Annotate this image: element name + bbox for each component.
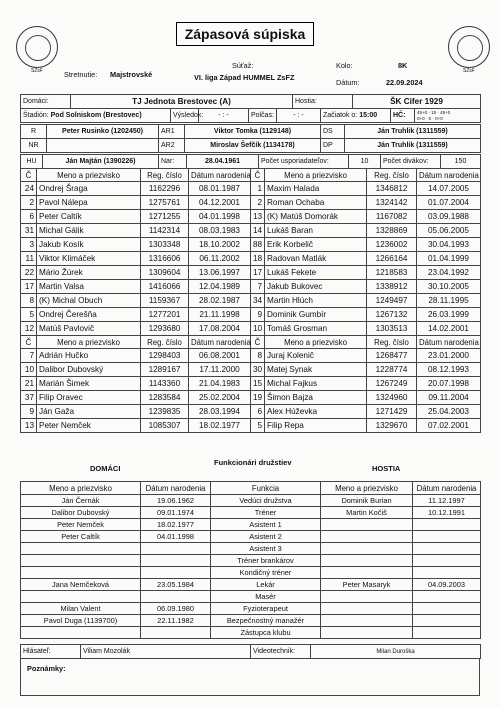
player-reg-number: 1085307	[141, 419, 189, 433]
functionary-role: Masér	[211, 591, 321, 603]
player-reg-number: 1293680	[141, 322, 189, 336]
poznamky-label: Poznámky:	[27, 664, 66, 673]
vysledok-label: Výsledok:	[171, 109, 199, 123]
official-row: R Peter Rusinko (1202450) AR1 Viktor Tomka (1129148) DS Ján Truhlik (1311559)	[21, 125, 481, 139]
stretnutie-label: Stretnutie:	[64, 70, 98, 79]
player-number: 9	[251, 308, 265, 322]
away-functionary-dob: 04.09.2003	[413, 579, 481, 591]
functionary-row	[21, 495, 481, 507]
player-birth-date: 28.02.1987	[189, 294, 251, 308]
player-birth-date: 25.04.2003	[417, 405, 481, 419]
away-functionary-dob	[413, 531, 481, 543]
player-reg-number: 1316606	[141, 252, 189, 266]
player-row	[21, 363, 481, 377]
player-name: Lukáš Fekete	[265, 266, 367, 280]
pocet-div-label: Počet divákov:	[381, 155, 441, 169]
domaci-value: TJ Jednota Brestovec (A)	[71, 95, 293, 109]
player-number: 17	[251, 266, 265, 280]
functionary-role: Tréner	[211, 507, 321, 519]
player-name: Jakub Kosík	[37, 238, 141, 252]
player-number: 5	[21, 308, 37, 322]
player-birth-date: 30.04.1993	[417, 238, 481, 252]
player-birth-date: 12.04.1989	[189, 280, 251, 294]
officials-table	[20, 124, 481, 153]
functionary-role: Kondičný tréner	[211, 567, 321, 579]
player-reg-number: 1159367	[141, 294, 189, 308]
player-row	[21, 391, 481, 405]
column-header-c: Č	[21, 336, 37, 349]
player-reg-number: 1268477	[367, 349, 417, 363]
player-name: Pavol Nálepa	[37, 196, 141, 210]
functionary-role: Lekár	[211, 579, 321, 591]
domaci-label: Domáci:	[21, 95, 71, 109]
player-number: 18	[251, 252, 265, 266]
player-number: 7	[251, 280, 265, 294]
functionary-row	[21, 579, 481, 591]
player-number: 6	[21, 210, 37, 224]
player-name: Erik Korbelič	[265, 238, 367, 252]
player-number: 19	[251, 391, 265, 405]
hlasatel-label: Hlásateľ:	[21, 645, 81, 659]
player-number: 31	[21, 224, 37, 238]
player-row	[21, 182, 481, 196]
player-row	[21, 377, 481, 391]
away-functionary-name	[321, 555, 413, 567]
player-name: Adrián Hučko	[37, 349, 141, 363]
player-reg-number: 1328869	[367, 224, 417, 238]
page-title: Zápasová súpiska	[176, 22, 314, 46]
player-reg-number: 1283584	[141, 391, 189, 405]
player-reg-number: 1275761	[141, 196, 189, 210]
home-functionary-dob	[141, 591, 211, 603]
nar-value: 28.04.1961	[187, 155, 259, 169]
player-birth-date: 06.08.2001	[189, 349, 251, 363]
player-number: 13	[21, 419, 37, 433]
datum-value: 22.09.2024	[386, 78, 423, 87]
home-functionary-name: Jana Nemčeková	[21, 579, 141, 591]
kolo-label: Kolo:	[336, 61, 353, 70]
functionary-role: Bezpečnostný manažér	[211, 615, 321, 627]
hc-label: HČ:	[391, 109, 415, 123]
home-functionary-dob	[141, 567, 211, 579]
functionary-row	[21, 567, 481, 579]
player-reg-number: 1267249	[367, 377, 417, 391]
home-functionary-name	[21, 567, 141, 579]
player-number: 9	[21, 405, 37, 419]
player-name: Dalibor Dubovský	[37, 363, 141, 377]
player-birth-date: 21.11.1998	[189, 308, 251, 322]
hostia-section-label: HOSTIA	[372, 464, 401, 473]
player-reg-number: 1167082	[367, 210, 417, 224]
player-reg-number: 1303348	[141, 238, 189, 252]
player-number: 88	[251, 238, 265, 252]
player-name: Peter Nemček	[37, 419, 141, 433]
home-functionary-name: Dalibor Dubovský	[21, 507, 141, 519]
player-name: Jakub Bukovec	[265, 280, 367, 294]
away-functionary-name	[321, 567, 413, 579]
lineup-header-row	[21, 169, 481, 182]
player-birth-date: 23.04.1992	[417, 266, 481, 280]
column-header-name: Meno a priezvisko	[265, 336, 367, 349]
player-name: Ján Gaža	[37, 405, 141, 419]
column-header-dob: Dátum narodenia	[417, 336, 481, 349]
videotechnik-value: Milan Duroška	[311, 645, 481, 659]
pocet-usp-value: 10	[349, 155, 381, 169]
home-functionary-dob: 04.01.1998	[141, 531, 211, 543]
player-name: Ondrej Čerešňa	[37, 308, 141, 322]
player-birth-date: 08.01.1987	[189, 182, 251, 196]
domaci-section-label: DOMÁCI	[90, 464, 121, 473]
column-header-dob: Dátum narodenia	[417, 169, 481, 182]
player-row	[21, 224, 481, 238]
functionary-role: Asistent 2	[211, 531, 321, 543]
player-birth-date: 07.02.2001	[417, 419, 481, 433]
functionary-role: Vedúci družstva	[211, 495, 321, 507]
player-name: Filip Oravec	[37, 391, 141, 405]
column-header-reg: Reg. číslo	[367, 336, 417, 349]
player-reg-number: 1218583	[367, 266, 417, 280]
player-reg-number: 1298403	[141, 349, 189, 363]
hu-value: Ján Majtán (1390226)	[43, 155, 159, 169]
home-functionary-name: Pavol Duga (1139700)	[21, 615, 141, 627]
lineup-header-row	[21, 336, 481, 349]
player-reg-number: 1228774	[367, 363, 417, 377]
player-name: Michal Fajkus	[265, 377, 367, 391]
home-functionary-name	[21, 591, 141, 603]
player-birth-date: 25.02.2004	[189, 391, 251, 405]
away-functionary-dob: 10.12.1991	[413, 507, 481, 519]
functionary-row	[21, 543, 481, 555]
player-reg-number: 1143360	[141, 377, 189, 391]
player-birth-date: 05.06.2005	[417, 224, 481, 238]
player-reg-number: 1346812	[367, 182, 417, 196]
player-number: 12	[21, 322, 37, 336]
player-name: Mário Žúrek	[37, 266, 141, 280]
stretnutie-value: Majstrovské	[110, 70, 153, 79]
player-name: Marián Šimek	[37, 377, 141, 391]
away-functionary-dob	[413, 615, 481, 627]
player-row	[21, 280, 481, 294]
hostia-label: Hostia:	[293, 95, 353, 109]
home-functionary-dob: 19.06.1962	[141, 495, 211, 507]
right-club-logo-icon: SZsF	[448, 26, 490, 68]
player-birth-date: 23.01.2000	[417, 349, 481, 363]
player-number: 13	[251, 210, 265, 224]
player-birth-date: 09.11.2004	[417, 391, 481, 405]
player-number: 5	[251, 419, 265, 433]
away-functionary-name	[321, 543, 413, 555]
player-row	[21, 405, 481, 419]
player-name: (K) Matúš Domorák	[265, 210, 367, 224]
column-header-name: Meno a priezvisko	[37, 169, 141, 182]
player-birth-date: 08.12.1993	[417, 363, 481, 377]
column-header-reg: Reg. číslo	[141, 169, 189, 182]
videotechnik-label: Videotechnik:	[251, 645, 311, 659]
player-name: Radovan Matlák	[265, 252, 367, 266]
player-number: 3	[21, 238, 37, 252]
player-birth-date: 28.11.1995	[417, 294, 481, 308]
player-name: Lukáš Baran	[265, 224, 367, 238]
player-birth-date: 06.11.2002	[189, 252, 251, 266]
away-functionary-name: Martin Kočiš	[321, 507, 413, 519]
player-birth-date: 03.09.1988	[417, 210, 481, 224]
player-name: Dominik Gumbír	[265, 308, 367, 322]
stadion-value: Pod Solniskom (Brestovec)	[50, 111, 142, 119]
player-birth-date: 18.10.2002	[189, 238, 251, 252]
player-birth-date: 01.07.2004	[417, 196, 481, 210]
player-number: 30	[251, 363, 265, 377]
vysledok-value: - : -	[199, 109, 249, 123]
away-functionary-name	[321, 603, 413, 615]
player-name: Martin Valsa	[37, 280, 141, 294]
player-reg-number: 1309604	[141, 266, 189, 280]
home-functionary-dob: 06.09.1980	[141, 603, 211, 615]
functionary-row	[21, 507, 481, 519]
hc-bottom: 0+0 · 0 · 0+0	[417, 115, 443, 121]
column-header-reg: Reg. číslo	[141, 336, 189, 349]
player-reg-number: 1162296	[141, 182, 189, 196]
player-name: Ondrej Šraga	[37, 182, 141, 196]
player-number: 14	[251, 224, 265, 238]
player-row	[21, 210, 481, 224]
functionary-role: Asistent 1	[211, 519, 321, 531]
functionary-row	[21, 555, 481, 567]
player-reg-number: 1324960	[367, 391, 417, 405]
player-birth-date: 18.02.1977	[189, 419, 251, 433]
player-birth-date: 13.06.1997	[189, 266, 251, 280]
functionary-role: Fyzioterapeut	[211, 603, 321, 615]
hlasatel-value: Viliam Mozolák	[81, 645, 251, 659]
match-info-table	[20, 94, 481, 109]
player-reg-number: 1271429	[367, 405, 417, 419]
functionary-role: Zástupca klubu	[211, 627, 321, 639]
player-birth-date: 14.07.2005	[417, 182, 481, 196]
player-reg-number: 1249497	[367, 294, 417, 308]
hu-table	[20, 154, 481, 169]
home-functionary-name	[21, 543, 141, 555]
away-functionary-dob	[413, 591, 481, 603]
player-number: 11	[21, 252, 37, 266]
footer-table	[20, 644, 481, 659]
stadion-label: Štadión:	[23, 111, 49, 119]
functionary-role: Asistent 3	[211, 543, 321, 555]
player-name: Matej Synak	[265, 363, 367, 377]
column-header-c: Č	[21, 169, 37, 182]
player-number: 37	[21, 391, 37, 405]
player-reg-number: 1329670	[367, 419, 417, 433]
player-name: Martin Hlúch	[265, 294, 367, 308]
column-header-name: Meno a priezvisko	[37, 336, 141, 349]
player-number: 1	[251, 182, 265, 196]
player-name: Viktor Klimáček	[37, 252, 141, 266]
player-row	[21, 266, 481, 280]
player-number: 7	[21, 349, 37, 363]
away-functionary-dob	[413, 519, 481, 531]
player-reg-number: 1266164	[367, 252, 417, 266]
home-functionary-name	[21, 627, 141, 639]
column-header-c: Č	[251, 336, 265, 349]
player-birth-date: 26.03.1999	[417, 308, 481, 322]
functionary-row	[21, 591, 481, 603]
sutaz-label: Súťaž:	[232, 61, 254, 70]
kolo-value: 8K	[398, 61, 408, 70]
functionary-role: Tréner brankárov	[211, 555, 321, 567]
player-name: Šimon Bajza	[265, 391, 367, 405]
player-number: 10	[21, 363, 37, 377]
away-functionary-name	[321, 615, 413, 627]
player-birth-date: 04.01.1998	[189, 210, 251, 224]
pocet-usp-label: Počet usporiadateľov:	[259, 155, 349, 169]
column-header-dob: Dátum narodenia	[189, 169, 251, 182]
player-number: 21	[21, 377, 37, 391]
player-number: 22	[21, 266, 37, 280]
player-reg-number: 1271255	[141, 210, 189, 224]
functionary-row	[21, 615, 481, 627]
player-name: Maxim Halada	[265, 182, 367, 196]
player-number: 8	[21, 294, 37, 308]
functionary-row	[21, 627, 481, 639]
hostia-value: ŠK Cifer 1929	[353, 95, 481, 109]
player-reg-number: 1303513	[367, 322, 417, 336]
nar-label: Nar:	[159, 155, 187, 169]
player-birth-date: 17.11.2000	[189, 363, 251, 377]
player-row	[21, 308, 481, 322]
away-functionary-name	[321, 591, 413, 603]
player-number: 10	[251, 322, 265, 336]
player-number: 24	[21, 182, 37, 196]
away-functionary-name	[321, 519, 413, 531]
functionary-row	[21, 531, 481, 543]
functionary-row	[21, 603, 481, 615]
player-birth-date: 17.08.2004	[189, 322, 251, 336]
away-functionary-dob: 11.12.1997	[413, 495, 481, 507]
home-functionary-name: Milan Valent	[21, 603, 141, 615]
functionaries-table: Meno a priezvisko Dátum narodenia Funkcia Meno a priezvisko Dátum narodenia Ján Černák 19.06.1962 Vedúci družstva Dominik Burian 11.12.1997 Dalibor Dubovský 09.01.1974 Tréner Martin Kočiš 10.12.1991 Peter Nemček 18.02.1977 Asistent 1 Peter Caltík 04.01.1998 Asistent 2 Asistent 3 Tréner brankárov Kondičný tréner Jana Nemčeková 23.05.1984 Lekár Peter Masaryk 04.09.2003 Masér Milan Valent 06.09.1980 Fyzioterapeut Pavol Duga (1139700) 22.11.1982 Bezpečnostný manažér Zástupca klubu	[20, 481, 481, 639]
player-reg-number: 1289167	[141, 363, 189, 377]
player-number: 2	[251, 196, 265, 210]
player-reg-number: 1267132	[367, 308, 417, 322]
player-birth-date: 01.04.1999	[417, 252, 481, 266]
player-birth-date: 20.07.1998	[417, 377, 481, 391]
player-reg-number: 1236002	[367, 238, 417, 252]
player-birth-date: 28.03.1994	[189, 405, 251, 419]
player-row	[21, 419, 481, 433]
player-birth-date: 08.03.1983	[189, 224, 251, 238]
player-name: Roman Ochaba	[265, 196, 367, 210]
zaciatok-label: Začiatok o:	[323, 111, 358, 119]
player-name: Tomáš Grosman	[265, 322, 367, 336]
home-functionary-name: Peter Nemček	[21, 519, 141, 531]
polcas-label: Polčas:	[249, 109, 277, 123]
away-functionary-name: Dominik Burian	[321, 495, 413, 507]
player-name: Filip Repa	[265, 419, 367, 433]
notes-box	[20, 658, 480, 696]
player-row	[21, 252, 481, 266]
left-club-logo-icon: SZsF	[16, 26, 58, 68]
away-functionary-dob	[413, 567, 481, 579]
home-functionary-dob	[141, 543, 211, 555]
home-functionary-dob	[141, 627, 211, 639]
player-row	[21, 294, 481, 308]
home-functionary-name	[21, 555, 141, 567]
player-row	[21, 196, 481, 210]
player-name: Matúš Pavlovič	[37, 322, 141, 336]
home-functionary-dob: 22.11.1982	[141, 615, 211, 627]
player-row	[21, 322, 481, 336]
hu-label: HU	[21, 155, 43, 169]
zaciatok-value: 15:00	[359, 111, 378, 119]
player-reg-number: 1338912	[367, 280, 417, 294]
player-name: (K) Michal Obuch	[37, 294, 141, 308]
player-row	[21, 238, 481, 252]
sutaz-value: VI. liga Západ HUMMEL ZsFZ	[194, 73, 295, 82]
stadium-table	[20, 108, 481, 123]
player-reg-number: 1324142	[367, 196, 417, 210]
away-functionary-name	[321, 531, 413, 543]
player-name: Peter Caltík	[37, 210, 141, 224]
player-name: Alex Húževka	[265, 405, 367, 419]
away-functionary-name: Peter Masaryk	[321, 579, 413, 591]
player-reg-number: 1277201	[141, 308, 189, 322]
away-functionary-name	[321, 627, 413, 639]
away-functionary-dob	[413, 627, 481, 639]
lineup-table	[20, 168, 481, 433]
player-reg-number: 1239835	[141, 405, 189, 419]
player-reg-number: 1416066	[141, 280, 189, 294]
home-functionary-name: Peter Caltík	[21, 531, 141, 543]
away-functionary-dob	[413, 543, 481, 555]
home-functionary-dob: 23.05.1984	[141, 579, 211, 591]
player-number: 34	[251, 294, 265, 308]
player-name: Michal Gálik	[37, 224, 141, 238]
player-birth-date: 14.02.2001	[417, 322, 481, 336]
player-number: 2	[21, 196, 37, 210]
player-row	[21, 349, 481, 363]
home-functionary-dob	[141, 555, 211, 567]
column-header-reg: Reg. číslo	[367, 169, 417, 182]
player-reg-number: 1142314	[141, 224, 189, 238]
column-header-c: Č	[251, 169, 265, 182]
player-birth-date: 30.10.2005	[417, 280, 481, 294]
player-birth-date: 04.12.2001	[189, 196, 251, 210]
pocet-div-value: 150	[441, 155, 481, 169]
functionaries-title: Funkcionári družstiev	[214, 458, 292, 467]
player-number: 6	[251, 405, 265, 419]
polcas-value: - : -	[277, 109, 321, 123]
player-name: Juraj Kolenič	[265, 349, 367, 363]
column-header-dob: Dátum narodenia	[189, 336, 251, 349]
player-number: 8	[251, 349, 265, 363]
hc-top: 45+0 · 15 · 45+0	[417, 109, 451, 115]
home-functionary-dob: 18.02.1977	[141, 519, 211, 531]
functionary-row	[21, 519, 481, 531]
away-functionary-dob	[413, 555, 481, 567]
column-header-name: Meno a priezvisko	[265, 169, 367, 182]
away-functionary-dob	[413, 603, 481, 615]
home-functionary-dob: 09.01.1974	[141, 507, 211, 519]
datum-label: Dátum:	[336, 78, 360, 87]
official-row: NR AR2 Miroslav Šefčík (1134178) DP Ján Truhlik (1311559)	[21, 139, 481, 153]
player-number: 17	[21, 280, 37, 294]
player-birth-date: 21.04.1983	[189, 377, 251, 391]
player-number: 15	[251, 377, 265, 391]
home-functionary-name: Ján Černák	[21, 495, 141, 507]
